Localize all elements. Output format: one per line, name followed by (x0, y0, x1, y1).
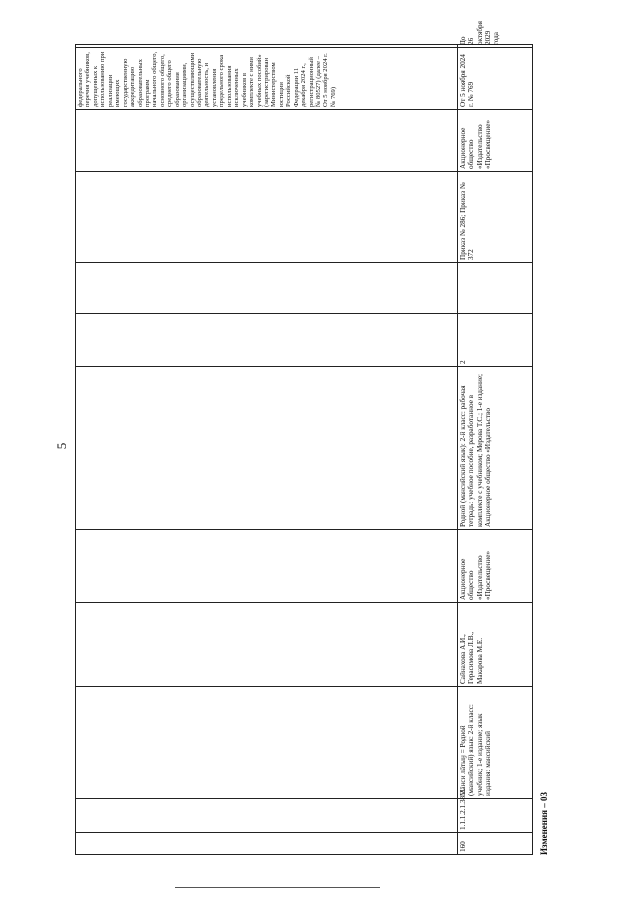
orders: Приказ № 286; Приказ № 372 (458, 172, 533, 263)
textbook-authors: Сайнахова А.И., Герасимова Л.В., Макарова М.Е. (458, 603, 533, 687)
order-date: От 5 ноября 2024 г. № 769 (458, 48, 533, 110)
cell-empty (76, 687, 458, 799)
table-row-continuation (76, 45, 458, 855)
cell-term-continuation (76, 48, 458, 110)
grade: 2 (458, 314, 533, 367)
term-continuation-text: федерального перечня учебников, допущенных к использованию при реализации имеющих государственную аккредитацию образовательных программ начального общего, основного общего, среднего общего образования организациями, осуществляющими образовательную деятельность, и установления предельного срока использования исключенных учебников в комплекте с ними учебных пособий» (зарегистрирован Министерством юстиции Российской Федерации 11 декабря 2024 г., регистрационный № 80527) (далее – От 5 ноября 2024 г. № 769) (77, 51, 337, 107)
row-number: 160 (458, 833, 533, 855)
cell-empty (76, 314, 458, 367)
cell-empty (76, 530, 458, 603)
cell-empty (76, 603, 458, 687)
study-aid: Родной (мансийский язык): 2-й класс: рабочая тетрадь: учебное пособие, разработанное в комплекте с учебником; Мерова Т.С.; 1-е издание; Акционерное общество «Издательство (458, 367, 533, 530)
row-code: 1.1.1.2.1.38.2. (458, 799, 533, 833)
cell-empty (76, 172, 458, 263)
page-number: 5 (54, 442, 69, 450)
textbook-publisher: Акционерное общество «Издательство «Просвещение» (458, 530, 533, 603)
bottom-rule (175, 887, 380, 888)
cell-empty (76, 110, 458, 172)
textbook-name: Мāнси лāтыӈ = Родной (мансийский) язык: 2-й класс: учебник; 1-е издание; язык издания: мансийский (458, 687, 533, 799)
cell-empty (76, 45, 458, 48)
table-row (458, 45, 533, 855)
cell-empty (76, 833, 458, 855)
usage-term: До 26 октября 2029 года (458, 45, 533, 48)
cell-empty (76, 367, 458, 530)
aid-publisher: Акционерное общество «Издательство «Просвещение» (458, 110, 533, 172)
footer-note: Изменения – 03 (539, 791, 549, 855)
cell-empty (458, 263, 533, 314)
registry-table (75, 21, 533, 855)
rotated-page (54, 21, 549, 855)
cell-empty (76, 799, 458, 833)
cell-empty (76, 263, 458, 314)
